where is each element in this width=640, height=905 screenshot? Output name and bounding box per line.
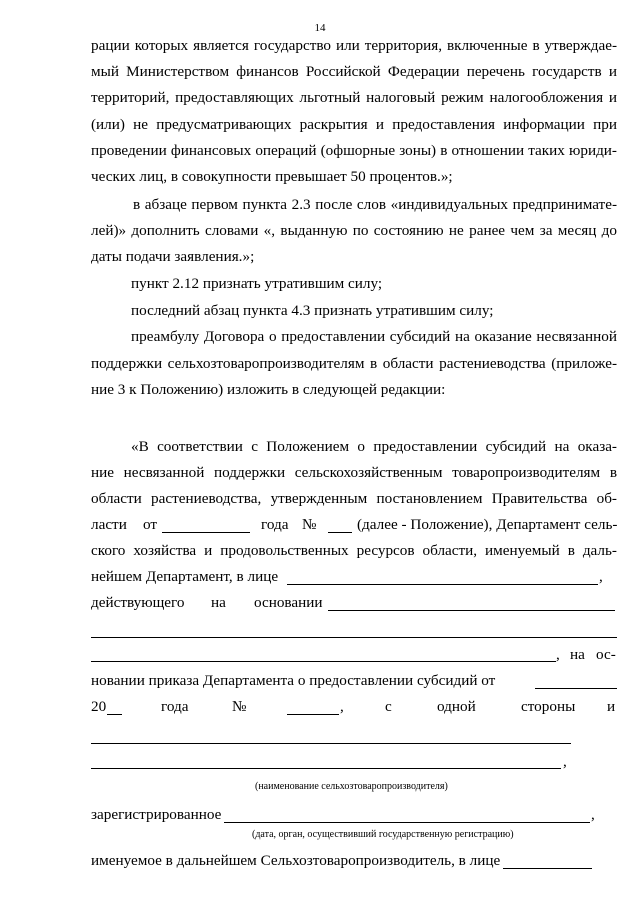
form-text: новании приказа Департамента о предоставлении субсидий от [91,672,496,689]
form-text: основании [254,594,323,611]
form-text: именуемое в дальнейшем Сельхозтоваропроизводитель, в лице [91,852,501,869]
quote-line: ского хозяйства и продовольственных ресурсов области, именуемый в даль- [91,542,617,559]
producer-name-blank[interactable] [91,743,571,744]
order-date-blank[interactable] [535,688,617,689]
form-text: , [340,698,344,715]
paragraph-line: мый Министерством финансов Российской Федерации перечень государств и [91,63,617,80]
form-text: одной [437,698,476,715]
form-text: стороны [521,698,576,715]
paragraph-line: лей)» дополнить словами «, выданную по состоянию не ранее чем за месяц до [91,222,617,239]
quote-line: «В соответствии с Положением о предоставлении субсидий на оказа- [131,438,617,455]
form-text: от [143,516,158,533]
producer-representative-blank[interactable] [503,868,592,869]
paragraph-line: проведении финансовых операций (офшорные зоны) в отношении таких юриди- [91,142,617,159]
form-text: на [570,646,585,663]
blank-line[interactable] [91,637,617,638]
registration-blank[interactable] [224,822,590,823]
paragraph-line: пункт 2.12 признать утратившим силу; [131,275,383,292]
form-text: и [607,698,616,715]
paragraph-line: ние 3 к Положению) изложить в следующей редакции: [91,381,446,398]
date-blank[interactable] [162,532,250,533]
form-text: года [261,516,289,533]
order-number-blank[interactable] [287,714,339,715]
form-text: ласти [91,516,127,533]
producer-name-blank[interactable] [91,768,561,769]
field-caption: (наименование сельхозтоваропроизводителя) [255,781,448,792]
paragraph-line: рации которых является государство или территория, включенные в утверждае- [91,37,617,54]
form-text: нейшем Департамент, в лице [91,568,279,585]
blank-line[interactable] [91,661,556,662]
paragraph-line: (или) не предусматривающих раскрытия и предоставления информации при [91,116,617,133]
form-text: , [591,806,595,823]
paragraph-line: даты подачи заявления.»; [91,248,255,265]
form-text: , [599,568,603,585]
form-text: (далее - Положение), Департамент сель- [357,516,618,533]
form-text: на [211,594,226,611]
page-number: 14 [314,22,326,34]
form-text: ос- [596,646,616,663]
quote-line: области растениеводства, утвержденным постановлением Правительства об- [91,490,617,507]
paragraph-line: преамбулу Договора о предоставлении субсидий на оказание несвязанной [131,328,617,345]
form-text: , [563,753,567,770]
basis-blank[interactable] [328,610,615,611]
paragraph-line: последний абзац пункта 4.3 признать утратившим силу; [131,302,494,319]
number-blank[interactable] [328,532,352,533]
representative-blank[interactable] [287,584,598,585]
form-text: № [302,516,317,533]
form-text: , [556,646,560,663]
form-text: действующего [91,594,185,611]
paragraph-line: территорий, предоставляющих льготный налоговый режим налогообложения и [91,89,617,106]
form-text: 20 [91,698,107,715]
form-text: зарегистрированное [91,806,222,823]
form-text: с [385,698,392,715]
paragraph-line: поддержки сельхозтоваропроизводителям в области растениеводства (приложе- [91,355,617,372]
paragraph-line: ческих лиц, в совокупности превышает 50 процентов.»; [91,168,453,185]
paragraph-line: в абзаце первом пункта 2.3 после слов «индивидуальных предпринимате- [133,196,617,213]
form-text: года [161,698,189,715]
form-text: № [232,698,247,715]
quote-line: ние несвязанной поддержки сельскохозяйственным товаропроизводителям в [91,464,617,481]
field-caption: (дата, орган, осуществивший государственную регистрацию) [252,829,514,840]
year-blank[interactable] [107,714,122,715]
